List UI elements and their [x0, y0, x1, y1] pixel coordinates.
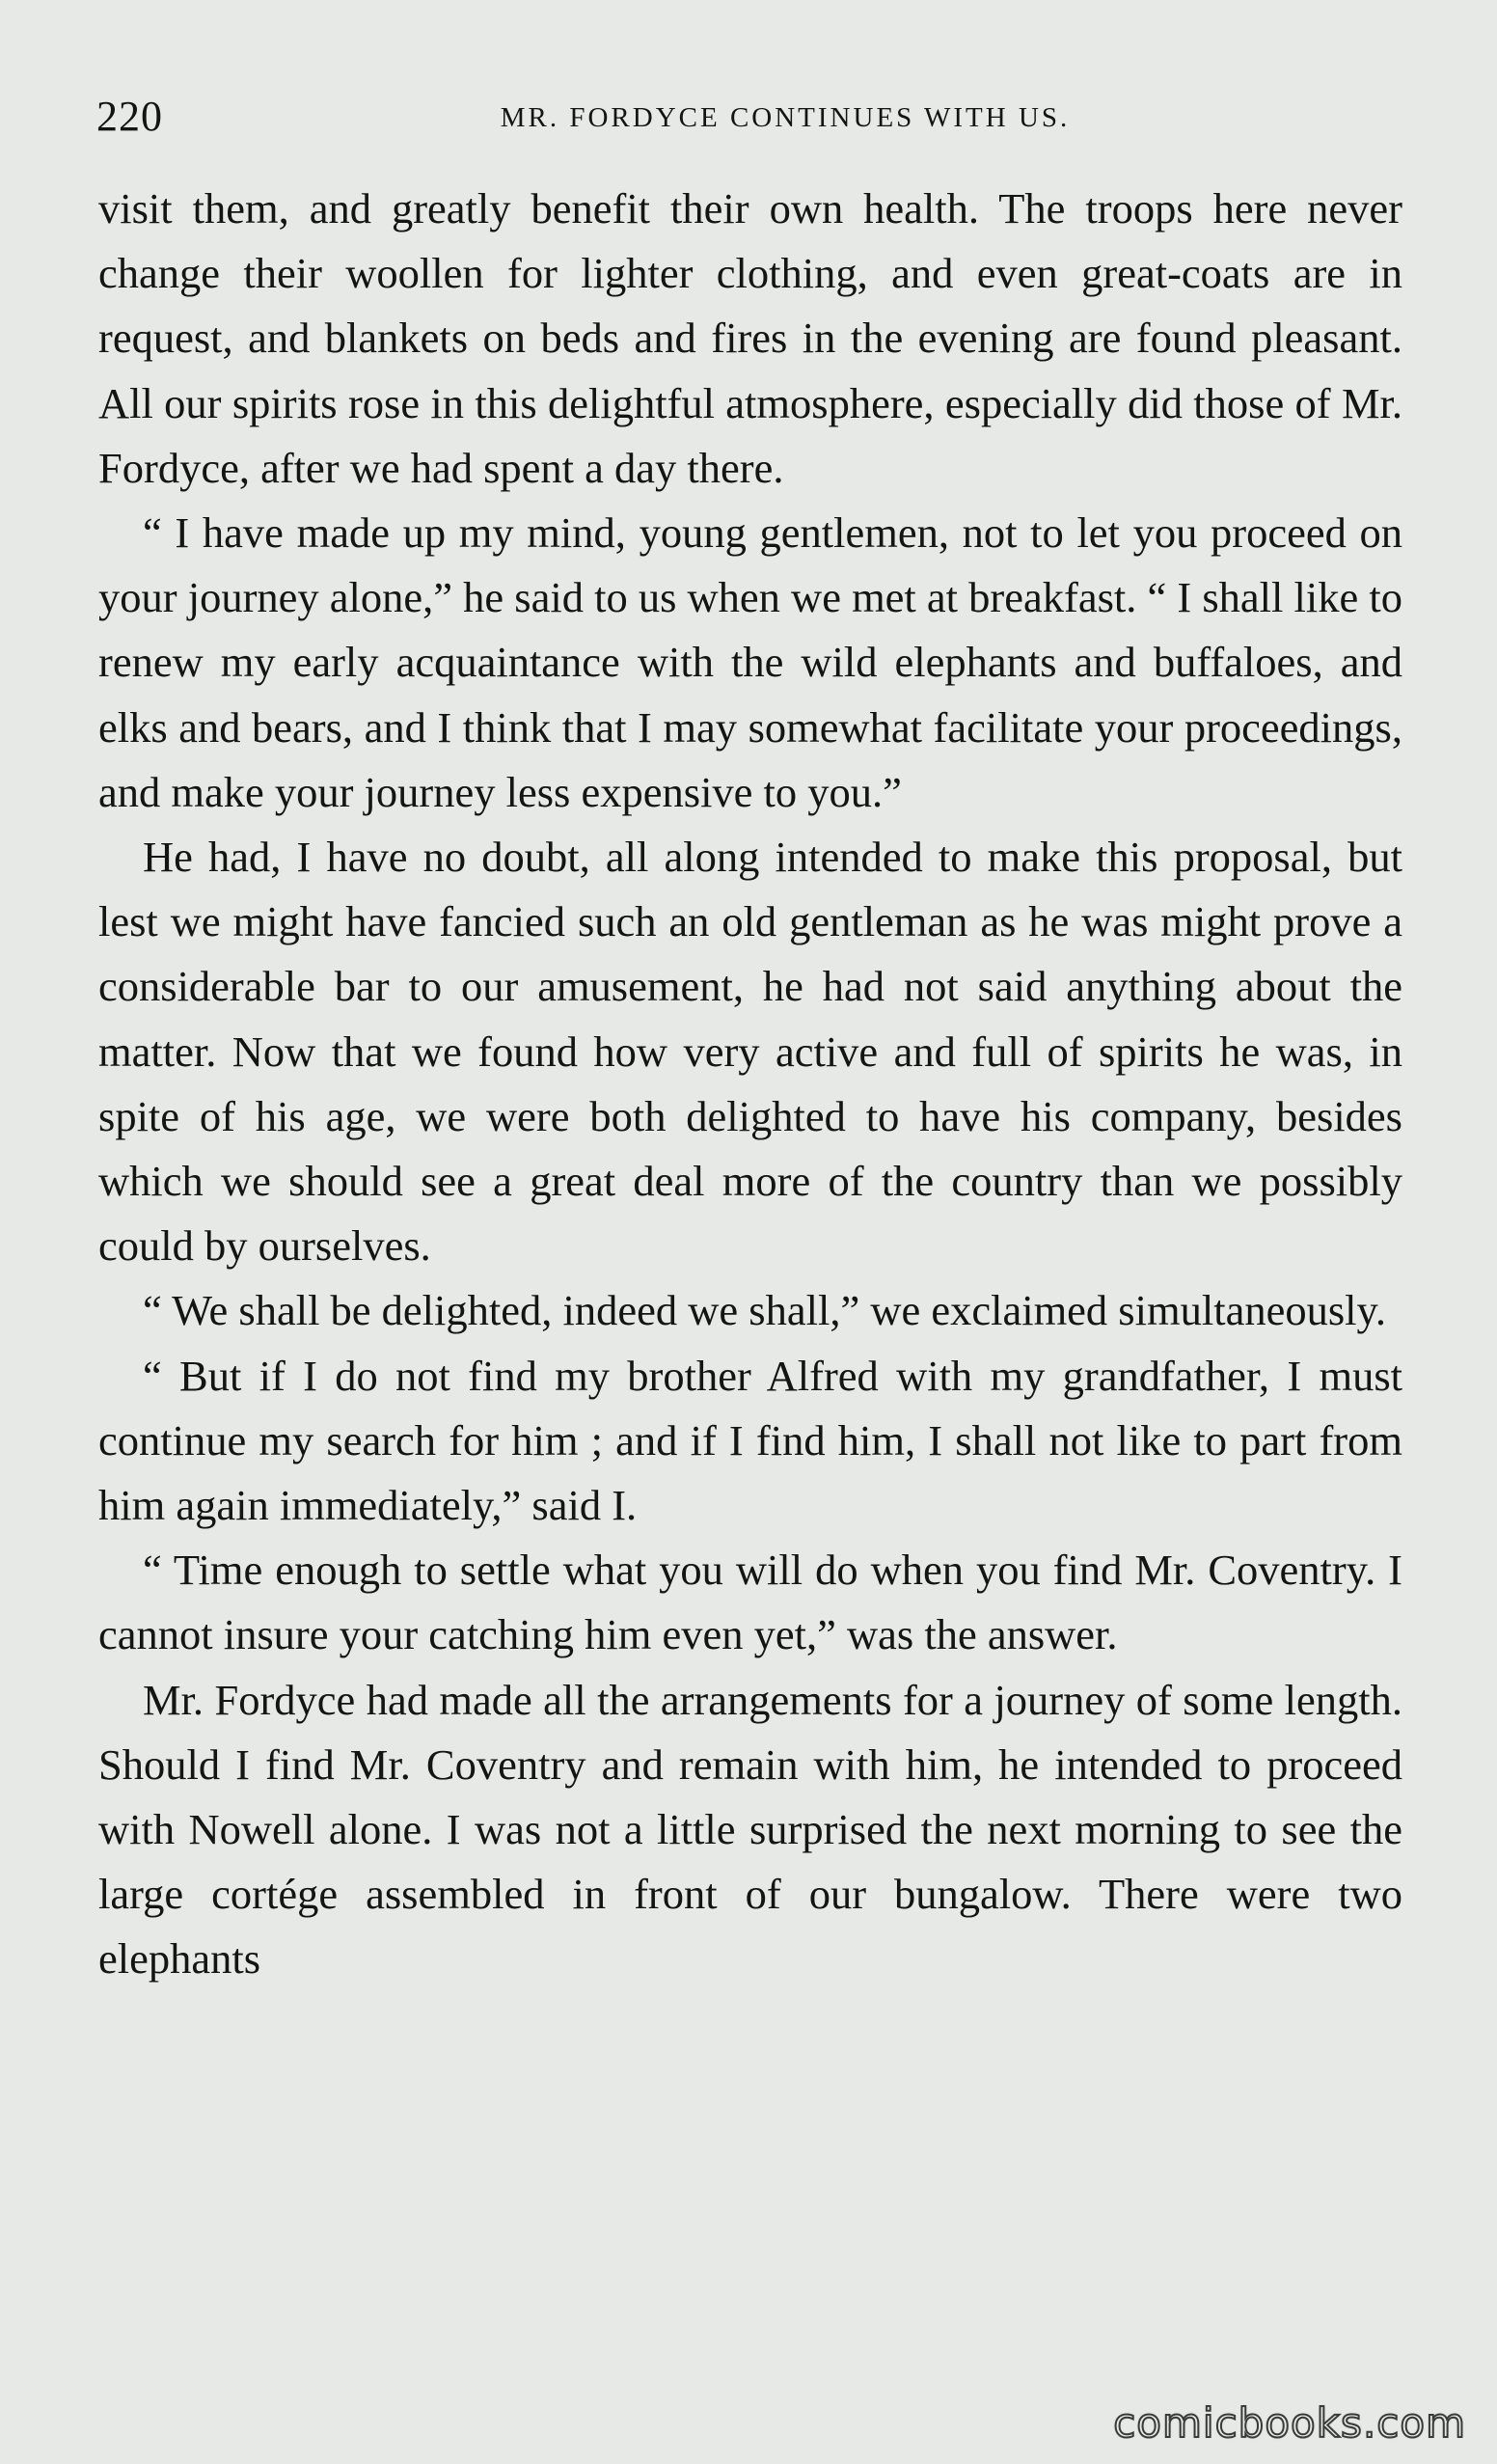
running-head: [96, 87, 1406, 145]
body-text: [98, 177, 1402, 1992]
running-title: MR. FORDYCE CONTINUES WITH US.: [500, 102, 1071, 133]
paragraph-5: “ But if I do not find my brother Alfred with my grandfather, I must continue my search for him ; and if I find him, I shall not like to part from him again immediately,” said I.: [98, 1351, 1402, 1530]
paragraph-4: “ We shall be delighted, indeed we shall,” we exclaimed simultaneously.: [143, 1286, 1387, 1335]
paragraph-1: visit them, and greatly benefit their own health. The troops here never change their woollen for lighter clothing, and even great-coats are in request, and blankets on beds and fires in the evening are found pleasant. All our spirits rose in this delightful atmosphere, especially did those of Mr. Fordyce, after we had spent a day there.: [98, 184, 1402, 492]
paragraph-7: Mr. Fordyce had made all the arrangements for a journey of some length. Should I find Mr. Coventry and remain with him, he intended to proceed with Nowell alone. I was not a little surprised the next morning to see the large cortége assembled in front of our bungalow. There were two elephants: [98, 1675, 1402, 1984]
paragraph-2: “ I have made up my mind, young gentlemen, not to let you proceed on your journey alone,” he said to us when we met at breakfast. “ I shall like to renew my early acquaintance with the wild elephants and buffaloes, and elks and bears, and I think that I may somewhat facilitate your proceedings, and make your journey less expensive to you.”: [98, 508, 1402, 816]
paragraph-6: “ Time enough to settle what you will do when you find Mr. Coventry. I cannot insure your catching him even yet,” was the answer.: [98, 1546, 1402, 1659]
page-number: 220: [96, 93, 163, 140]
watermark-logo: comicbooks.com: [1113, 2399, 1466, 2447]
paragraph-3: He had, I have no doubt, all along intended to make this proposal, but lest we might have fancied such an old gentleman as he was might prove a considerable bar to our amusement, he had not said anything about the matter. Now that we found how very active and full of spirits he was, in spite of his age, we were both delighted to have his company, besides which we should see a great deal more of the country than we possibly could by ourselves.: [98, 833, 1402, 1271]
